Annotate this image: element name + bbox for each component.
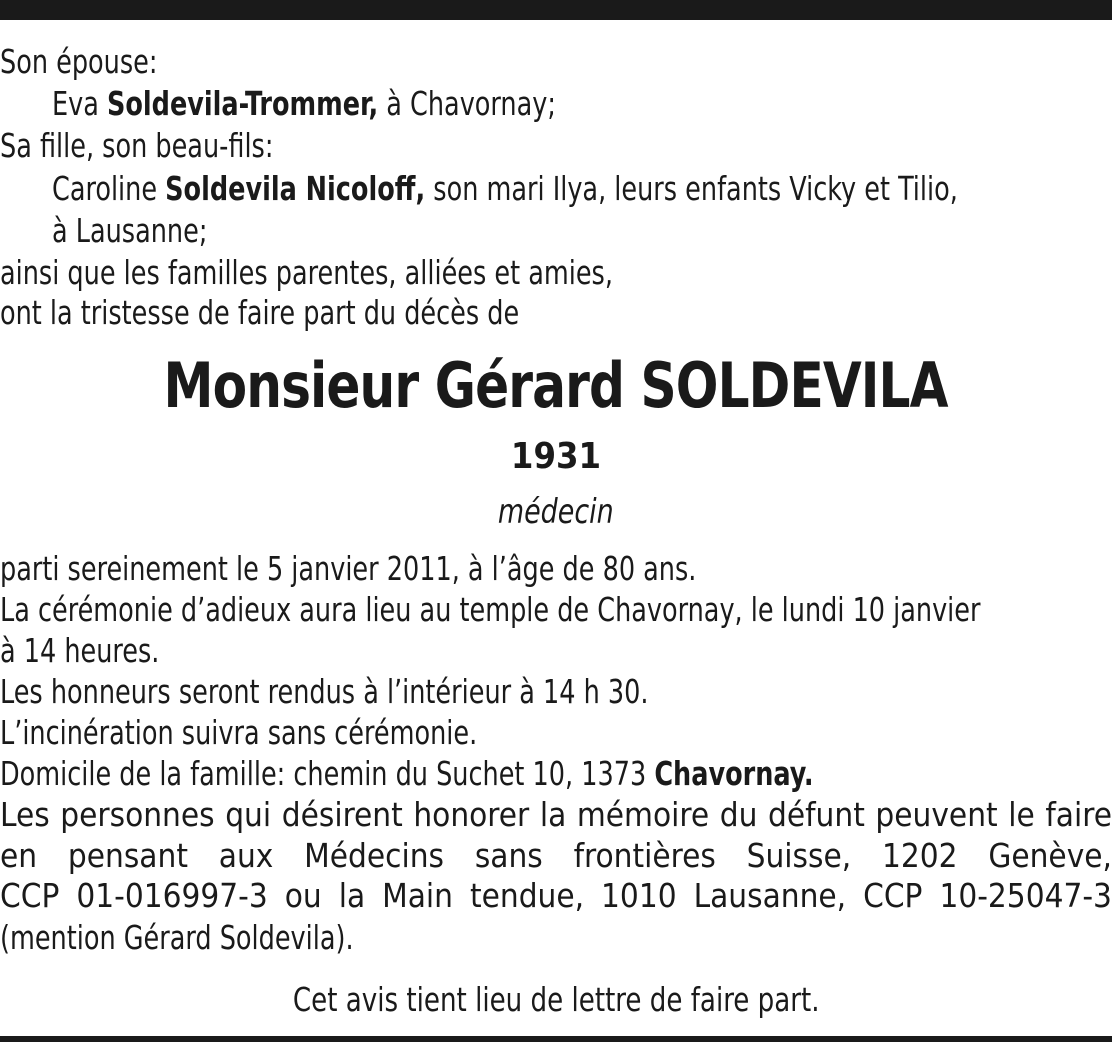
daughter-heading: Sa fille, son beau-fils:: [0, 126, 274, 165]
birth-year: 1931: [510, 436, 602, 477]
donation-word: 1010: [601, 876, 677, 915]
others-line: ainsi que les familles parentes, alliées et amies,: [0, 253, 613, 292]
donation-word: 01-016997-3: [76, 876, 268, 915]
donation-word: Médecins: [304, 835, 445, 875]
spouse-name: Soldevila-Trommer,: [106, 84, 379, 123]
donation-word: peuvent: [875, 795, 998, 834]
donation-word: 1202: [881, 835, 958, 875]
donation-word: Main: [382, 876, 453, 915]
death-line: parti sereinement le 5 janvier 2011, à l’âge de 80 ans.: [0, 549, 697, 588]
honours-line: Les honneurs seront rendus à l’intérieur à 14 h 30.: [0, 672, 649, 711]
daughter-place: à Lausanne;: [52, 211, 208, 250]
donation-word: Les: [0, 795, 50, 834]
donation-line-4: (mention Gérard Soldevila).: [0, 918, 354, 957]
donation-word: tendue,: [469, 876, 585, 915]
donation-word: la: [539, 795, 567, 834]
donation-word: ou: [284, 876, 322, 915]
donation-word: faire: [1045, 795, 1112, 834]
footer-note: Cet avis tient lieu de lettre de faire part.: [292, 980, 820, 1019]
spouse-heading: Son épouse:: [0, 42, 158, 81]
donation-line-3: [0, 876, 1112, 917]
donation-word: qui: [225, 795, 272, 834]
ceremony-line-2: à 14 heures.: [0, 631, 160, 670]
top-rule: [0, 0, 1112, 20]
donation-word: personnes: [60, 795, 215, 834]
domicile-town: Chavornay.: [654, 754, 814, 793]
domicile-line: Domicile de la famille: chemin du Suchet 10, 1373 Chavornay.: [0, 754, 814, 793]
profession: médecin: [498, 492, 614, 532]
cremation-line: L’incinération suivra sans cérémonie.: [0, 713, 478, 752]
donation-word: désirent: [281, 795, 403, 834]
donation-line-2: [0, 836, 1112, 877]
donation-word: 10-25047-3: [939, 876, 1112, 915]
donation-paragraph: [0, 795, 1112, 917]
donation-word: le: [1008, 795, 1035, 834]
donation-word: la: [338, 876, 366, 915]
donation-word: Suisse,: [746, 835, 852, 875]
spouse-line: Eva Soldevila-Trommer, à Chavornay;: [52, 84, 556, 123]
donation-word: sans: [474, 835, 543, 875]
deceased-name: Monsieur Gérard SOLDEVILA: [163, 349, 949, 422]
donation-word: en: [0, 835, 38, 875]
donation-word: pensant: [67, 835, 188, 875]
donation-line-1: [0, 795, 1112, 836]
donation-word: honorer: [413, 795, 530, 834]
ceremony-line-1: La cérémonie d’adieux aura lieu au temple de Chavornay, le lundi 10 janvier: [0, 590, 981, 629]
donation-word: CCP: [863, 876, 923, 915]
daughter-name: Soldevila Nicoloff,: [165, 169, 426, 208]
daughter-line: Caroline Soldevila Nicoloff, son mari Ilya, leurs enfants Vicky et Tilio,: [52, 169, 958, 208]
donation-word: du: [719, 795, 758, 834]
donation-word: Lausanne,: [693, 876, 847, 915]
announce-line: ont la tristesse de faire part du décès de: [0, 293, 520, 332]
bottom-rule: [0, 1036, 1112, 1042]
donation-word: Genève,: [988, 835, 1112, 875]
donation-word: aux: [218, 835, 274, 875]
donation-word: frontières: [573, 835, 716, 875]
donation-word: CCP: [0, 876, 60, 915]
donation-word: défunt: [767, 795, 865, 834]
donation-word: mémoire: [576, 795, 710, 834]
